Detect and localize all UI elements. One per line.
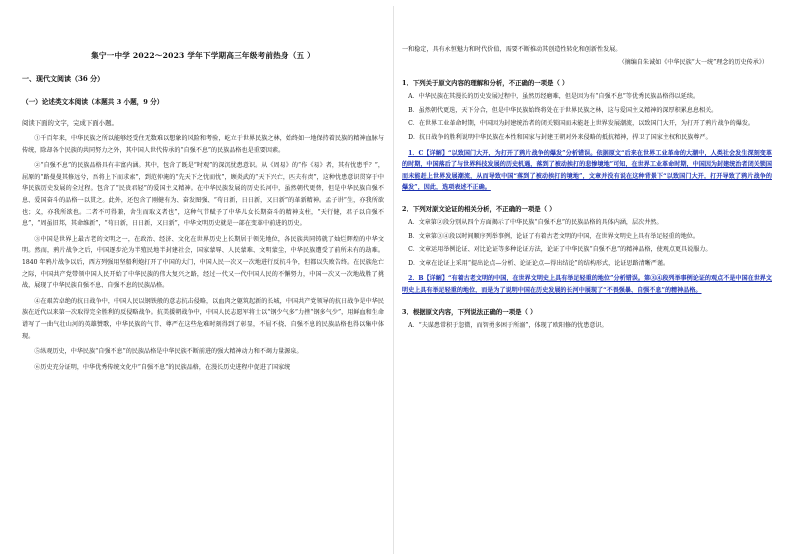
question-2-stem: 2．下列对原文论证的相关分析，不正确的一项是（ ）	[402, 204, 556, 213]
question-2-option-c: C．文章运用举例论证、对比论证等多种论证方法，论证了中华民族“自强不息”的精神品格，使观点更具说服力。	[408, 246, 712, 254]
column-divider	[393, 6, 394, 554]
passage-paragraph: ⑥历史充分证明，中华优秀传统文化中“自强不息”的民族品格，在漫长历史进程中促进了国家统	[34, 363, 291, 371]
question-1-option-b: B．虽然朝代更迭，天下分合，但是中华民族始终将处在于世界民族之林，这与爱国主义精神的深厚积累息息相关。	[408, 106, 718, 114]
question-1-option-a: A．中华民族在其漫长的历史发展过程中，虽然历经磨难，但是因为有“自强不息”等优秀民族品格得以延续。	[408, 93, 700, 101]
passage-paragraph: ③中国是世界上最古老的文明之一，在政治、经济、文化在世界历史上长期居于领先地位，各民族共同铸就了灿烂辉煌的中华文明。然而，鸦片战争之后，中国逐步沦为半殖民地半封建社会，国家蒙辱、人民蒙难、文明蒙尘，中华民族遭受了前所未有的劫难。1840 年鸦片战争以后，西方列强用坚船利炮打开了中国的大门，中国人民一次又一次地进行反抗斗争，但都以失败告终。在民族危亡之际，中国共产党带领中国人民开始了中华民族的伟大复兴之路，经过一代又一代中国人民的不懈努力，中国一次又一次地战胜了挑战，展现了中华民族自强不息、自强不息的民族品格。	[22, 235, 384, 290]
passage-paragraph: ②“自强不息”的民族品格具有丰富内涵。其中，包含了既是“时观”的深沉忧患意识。从《周易》的“作《易》者，其有忧患乎？”，屈原的“路曼曼其修远兮，吾将上下而求索”，到范仲淹的“先天下之忧而忧”，顾炎武的“天下兴亡，匹夫有责”，这种忧患意识贯穿于中华民族历史发展的全过程。包含了“民贵君轻”的爱国主义精神。在中华民族发展的历史长河中，虽然朝代更替，但是中华民族自强不息、爱国奋斗的品格一以贯之。此外，还包含了刚健有为、奋发图强、“苟日新，日日新，又日新”的革新精神。孟子讲“生，亦我所欲也；义，亦我所欲也。二者不可得兼，舍生而取义者也”，这种气节赋予了中华儿女长期奋斗的精神支柱，“天行健，君子以自强不息”，“周虽旧邦，其命维新”，“苟日新，日日新，又日新”，中华文明历史就是一部在变革中前进的历史。	[22, 162, 384, 228]
exam-title: 集宁一中学 2022～2023 学年下学期高三年级考前热身（五 ）	[91, 51, 315, 60]
passage-source: （摘编自朱诚如《中华民族“大一统”理念的历史传承》）	[618, 58, 768, 66]
right-column	[402, 0, 772, 560]
passage-paragraph: ①千百年来，中华民族之所以能够经受住无数难以想象的风险和考验，屹立于世界民族之林，始终如一地保持着民族的精神血脉与传统，除却各个民族的共同努力之外，其中国人世代传承的“自强不息”的民族品格也是重要因素。	[22, 135, 384, 154]
passage-paragraph: ⑤纵观历史，中华民族“自强不息”的民族品格是中华民族不断前进的强大精神动力和不竭力量源泉。	[34, 348, 303, 356]
left-column	[22, 0, 384, 560]
question-1-option-d: D．抗日战争的胜利说明中华民族在本性和国家与封建王朝对外来侵略的抵抗精神，捍卫了国家主权和民族尊严。	[408, 133, 712, 141]
section-heading: 一、现代文阅读（36 分）	[22, 74, 105, 83]
question-2-answer: 2．B【详解】“有着古老文明的中国，在世界文明史上具有举足轻重的地位”分析错误。第③④段列举事例论证的观点不是中国在世界文明史上具有举足轻重的地位，而是为了说明中国在历史发展的长河中展现了“不畏强暴、自强不息”的精神品格。	[402, 275, 772, 294]
passage-continuation: 一和稳定，具有永恒魅力和时代价值，需要不断推动其创造性转化和创新性发展。	[402, 46, 622, 53]
question-3-option-a: A．“夫谋患常积于忽微，而智勇多困于所溺”，体现了欧阳修的忧患意识。	[408, 321, 608, 329]
question-1-option-c: C．在世界工业革命时期，中国因为封建统治者的闭关锁国而未能赶上世界发展潮流，以致国门大开，为打开了鸦片战争的爆发。	[408, 120, 755, 128]
passage-paragraph: ④在艰苦卓绝的抗日战争中，中国人民以钢铁般的意志抗击侵略，以血肉之躯筑起新的长城，中国共产党领导的抗日战争是中华民族在近代以来第一次取得完全胜利的反侵略战争。抗美援朝战争中，中国人民志愿军将士以“钢少气多”力挫“钢多气少”，用鲜血和生命谱写了一曲气壮山河的英雄赞歌，中华民族的气节、尊严在这些危难时刻得到了彰显，不屈不挠、自强不息的民族品格也得以集中体现。	[22, 297, 384, 340]
question-1-answer: 1．C【详解】“以致国门大开，为打开了鸦片战争的爆发”分析错误。依据原文“后来在世界工业革命的大潮中，人类社会发生深刻变革的时期，中国落后了与世界科技发展的历史机遇，落到了被动挨打的悲惨境地”可知，在世界工业革命时期，中国因为封建统治者闭关锁国而未能赶上世界发展潮流，从而导致中国“落到了被动挨打的境地”，文章并没有说在这种背景下“以致国门大开，打开导致了鸦片战争的爆发”，因此，选项表述不正确。	[402, 149, 772, 192]
question-3-stem: 3．根据原文内容，下列说法正确的一项是（ ）	[402, 307, 537, 316]
reading-instruction: 阅读下面的文字，完成下面小题。	[22, 119, 118, 127]
question-1-stem: 1．下列关于原文内容的理解和分析，不正确的一项是（ ）	[402, 79, 569, 88]
question-2-option-d: D．文章在论证上采用“提出论点—分析、论证论点—得出结论”的结构形式，论证思路清晰严谨。	[408, 259, 670, 267]
question-2-option-a: A．文章第②段分别从四个方面揭示了中华民族“自强不息”的民族品格的具体内涵，层次井然。	[408, 218, 663, 226]
subsection-heading: （一）论述类文本阅读（本题共 3 小题，9 分）	[22, 98, 164, 106]
question-2-option-b: B．文章第③④段以时间顺序列举事例，论证了有着古老文明的中国，在世界文明史上具有举足轻重的地位。	[408, 232, 699, 240]
